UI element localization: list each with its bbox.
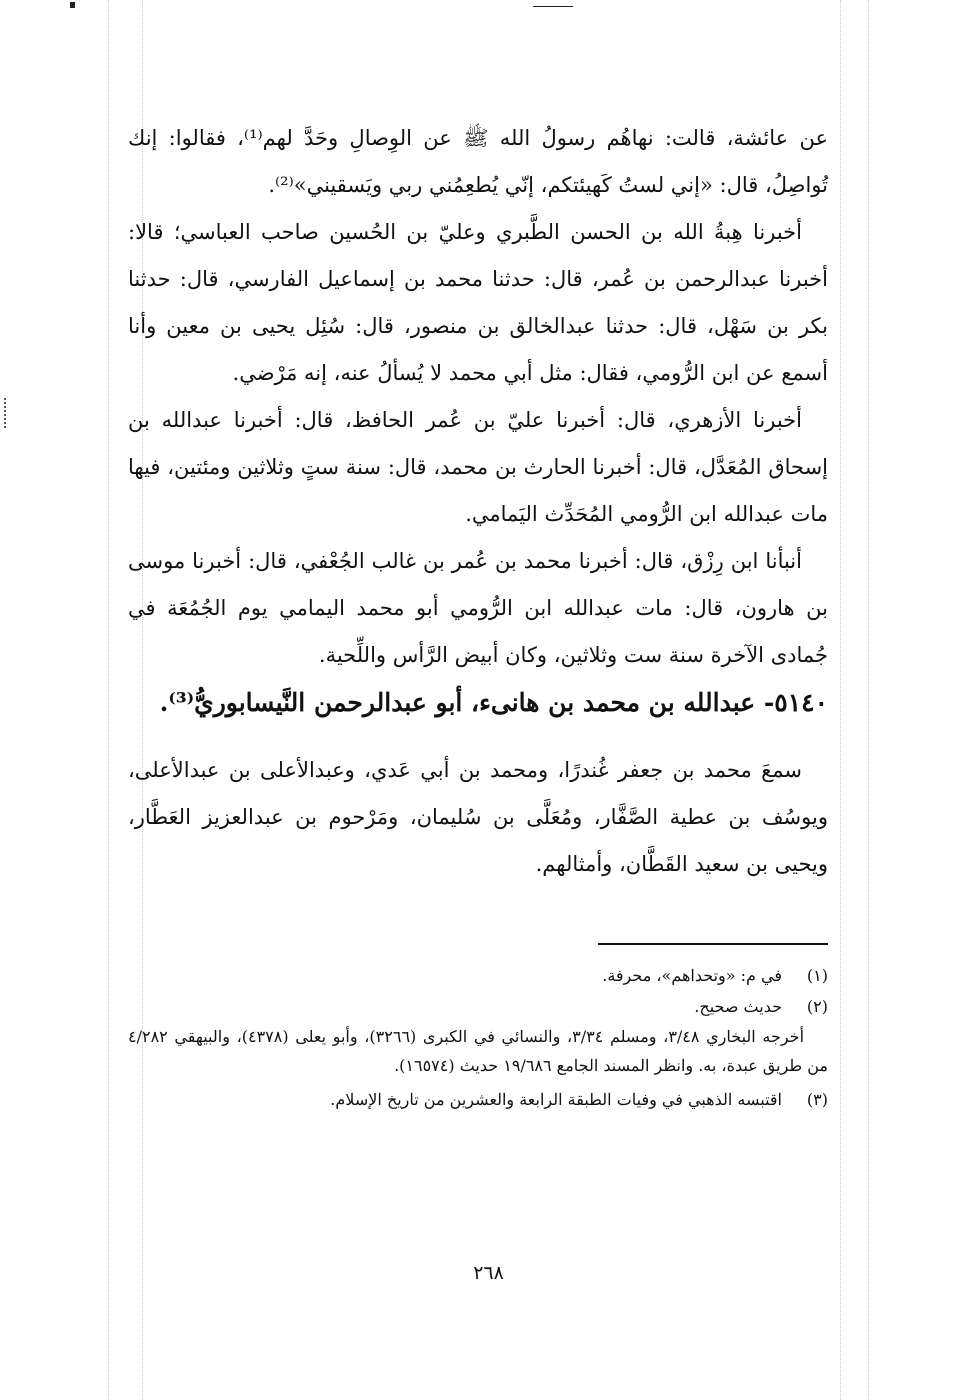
- footnote-text: في م: «وتحداهم»، محرفة.: [602, 966, 782, 985]
- scan-edge-dots: [4, 398, 9, 428]
- footnote-text: حديث صحيح.: [694, 997, 782, 1016]
- page-number: ٢٦٨: [473, 1262, 504, 1284]
- footnote-1: [128, 960, 828, 991]
- footnote-separator: [598, 943, 828, 945]
- footnote-number: (٢): [806, 997, 828, 1016]
- footnote-2: [128, 991, 828, 1022]
- footnote-number: (١): [806, 966, 828, 985]
- scan-mark: [70, 2, 75, 8]
- paragraph-narration-3: أنبأنا ابن رِزْق، قال: أخبرنا محمد بن عُمر بن غالب الجُعْفي، قال: أخبرنا موسى بن هارون، قال: مات عبدالله ابن الرُّومي أبو محمد اليمامي يوم الجُمُعَة في جُمادى الآخرة سنة ست وثلاثين، وكان أبيض الرَّأس واللِّحية.: [128, 549, 828, 667]
- footnote-2-detail: أخرجه البخاري ٣/٤٨، ومسلم ٣/٣٤، والنسائي في الكبرى (٣٢٦٦)، وأبو يعلى (٤٣٧٨)، والبيهقي ٤/٢٨٢ من طريق عبدة، به. وانظر المسند الجامع ١٩/٦٨٦ حديث (١٦٥٧٤).: [128, 1027, 828, 1075]
- paragraph-narration-1: أخبرنا هِبةُ الله بن الحسن الطَّبري وعليّ بن الحُسين صاحب العباسي؛ قالا: أخبرنا عبدالرحمن بن عُمر، قال: حدثنا محمد بن إسماعيل الفارسي، قال: حدثنا بكر بن سَهْل، قال: حدثنا عبدالخالق بن منصور، قال: سُئِل يحيى بن معين وأنا أسمع عن ابن الرُّومي، فقال: مثل أبي محمد لا يُسألُ عنه، إنه مَرْضي.: [128, 220, 828, 385]
- footnote-text: اقتبسه الذهبي في وفيات الطبقة الرابعة والعشرين من تاريخ الإسلام.: [330, 1090, 782, 1109]
- footnotes: [128, 960, 828, 1115]
- scan-guide-line: [868, 0, 869, 1400]
- main-text: [128, 115, 828, 888]
- paragraph-narration-2: أخبرنا الأزهري، قال: أخبرنا عليّ بن عُمر الحافظ، قال: أخبرنا عبدالله بن إسحاق المُعَدَّل، قال: أخبرنا الحارث بن محمد، قال: سنة ستٍ وثلاثين ومئتين، فيها مات عبدالله ابن الرُّومي المُحَدِّث اليَمامي.: [128, 408, 828, 526]
- paragraph-hadith: عن عائشة، قالت: نهاهُم رسولُ الله ﷺ عن الوِصالِ وحَدَّ لهم⁽¹⁾، فقالوا: إنك تُواصِلُ، قال: «إني لستُ كَهيئتكم، إنّي يُطعِمُني ربي ويَسقيني»⁽²⁾.: [128, 126, 828, 197]
- scan-guide-line: [108, 0, 109, 1400]
- scan-guide-line: [840, 0, 841, 1400]
- entry-text: سمعَ محمد بن جعفر غُندرًا، ومحمد بن أبي عَدي، وعبدالأعلى بن عبدالأعلى، ويوسُف بن عطية الصَّفَّار، ومُعَلَّى بن سُليمان، ومَرْحوم بن عبدالعزيز العَطَّار، ويحيى بن سعيد القَطَّان، وأمثالهم.: [128, 758, 828, 876]
- footnote-3: [128, 1084, 828, 1115]
- entry-heading: ٥١٤٠- عبدالله بن محمد بن هانىء، أبو عبدالرحمن النَّيسابوريُّ⁽³⁾.: [159, 688, 828, 717]
- top-rule: [533, 6, 573, 7]
- footnote-number: (٣): [806, 1090, 828, 1109]
